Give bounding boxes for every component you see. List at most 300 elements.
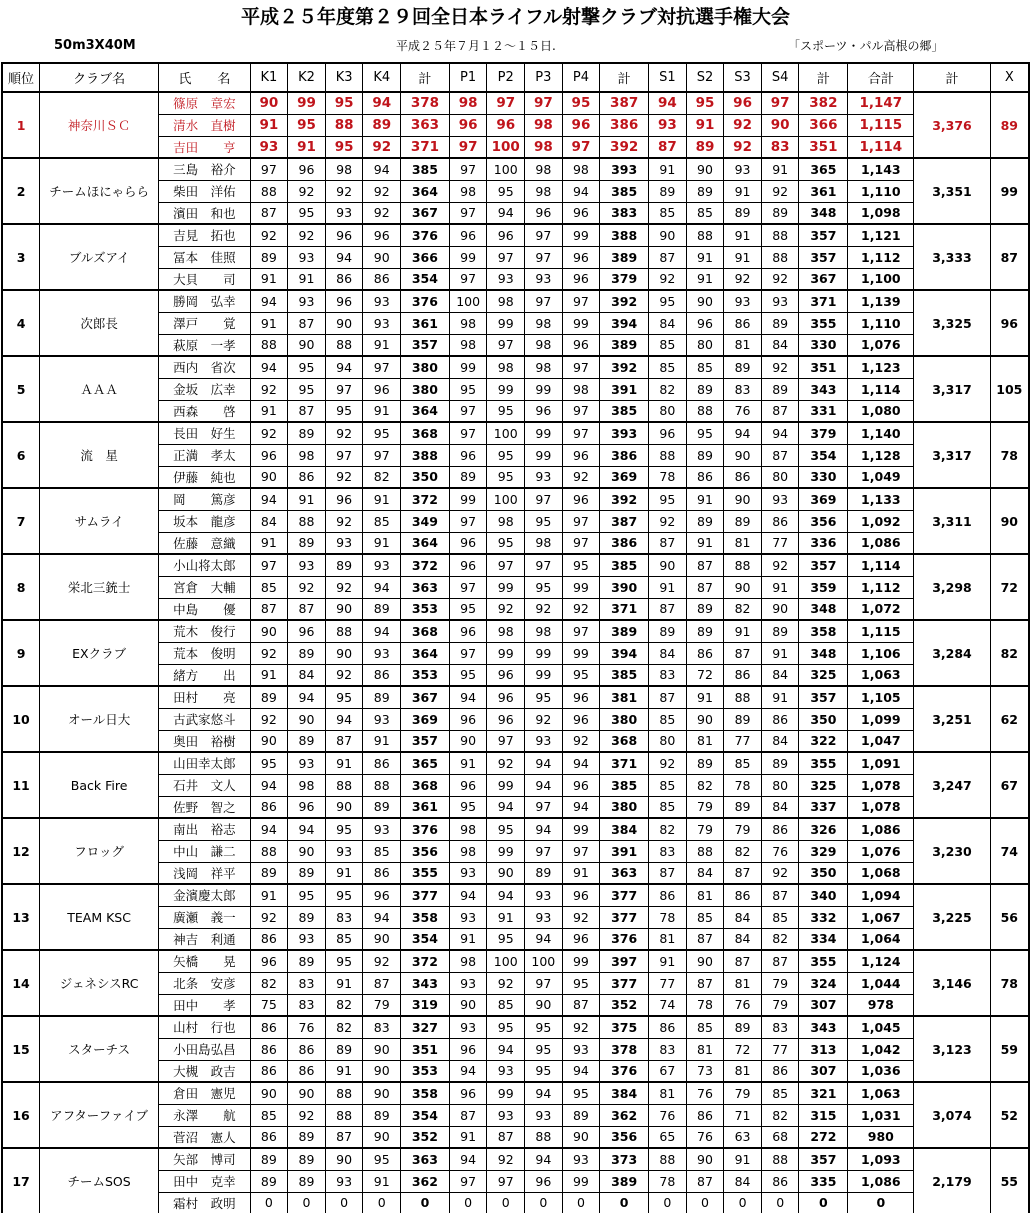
x-count-cell: 99 [990,158,1029,224]
score-cell: 87 [686,576,724,598]
score-cell: 98 [449,334,487,356]
score-cell: 89 [288,642,326,664]
rank-cell: 2 [2,158,40,224]
team-total-cell: 3,376 [914,92,990,158]
score-cell: 352 [401,1126,450,1148]
score-cell: 394 [600,312,649,334]
score-cell: 96 [525,1170,563,1192]
score-cell: 93 [525,268,563,290]
shooter-name-cell: 佐藤 意織 [159,532,251,554]
score-cell: 86 [649,1016,687,1038]
x-count-cell: 78 [990,950,1029,1016]
score-cell: 390 [600,576,649,598]
score-cell: 97 [250,554,288,576]
score-cell: 1,094 [848,884,914,906]
score-cell: 353 [401,598,450,620]
score-cell: 1,106 [848,642,914,664]
score-cell: 356 [600,1126,649,1148]
score-cell: 83 [288,994,326,1016]
score-cell: 90 [363,1060,401,1082]
score-cell: 94 [250,488,288,510]
score-cell: 1,080 [848,400,914,422]
score-cell: 90 [250,730,288,752]
score-cell: 391 [600,840,649,862]
score-cell: 357 [401,730,450,752]
score-cell: 363 [401,1148,450,1170]
score-cell: 96 [562,268,600,290]
score-cell: 88 [325,114,363,136]
score-cell: 97 [562,510,600,532]
score-cell: 95 [288,202,326,224]
score-cell: 82 [649,818,687,840]
score-cell: 99 [487,840,525,862]
score-cell: 65 [649,1126,687,1148]
score-cell: 85 [761,1082,799,1104]
score-cell: 325 [799,664,848,686]
score-cell: 89 [686,180,724,202]
score-cell: 363 [600,862,649,884]
score-cell: 97 [487,554,525,576]
score-cell: 86 [250,1038,288,1060]
score-cell: 379 [600,268,649,290]
score-cell: 362 [600,1104,649,1126]
page-title: 平成２５年度第２９回全日本ライフル射撃クラブ対抗選手権大会 [240,6,791,28]
score-cell: 92 [761,356,799,378]
score-cell: 372 [401,950,450,972]
score-cell: 1,112 [848,576,914,598]
score-cell: 90 [325,598,363,620]
score-cell: 1,068 [848,862,914,884]
score-cell: 91 [288,488,326,510]
score-cell: 96 [562,686,600,708]
table-row [2,620,1029,642]
score-cell: 85 [250,1104,288,1126]
score-cell: 91 [449,1126,487,1148]
score-cell: 94 [449,1060,487,1082]
score-cell: 376 [401,818,450,840]
score-cell: 350 [799,708,848,730]
score-cell: 343 [799,378,848,400]
table-row [2,1016,1029,1038]
score-cell: 91 [686,686,724,708]
score-cell: 0 [848,1192,914,1213]
score-cell: 96 [487,664,525,686]
score-cell: 361 [799,180,848,202]
score-cell: 95 [487,400,525,422]
score-cell: 95 [449,664,487,686]
score-cell: 85 [649,356,687,378]
score-cell: 92 [649,752,687,774]
score-cell: 90 [686,950,724,972]
score-cell: 92 [761,554,799,576]
score-cell: 91 [449,928,487,950]
score-cell: 89 [562,1104,600,1126]
shooter-name-cell: 中島 優 [159,598,251,620]
score-cell: 89 [649,180,687,202]
score-cell: 87 [649,686,687,708]
score-cell: 82 [724,840,762,862]
score-cell: 90 [288,840,326,862]
shooter-name-cell: 北条 安彦 [159,972,251,994]
score-cell: 93 [761,290,799,312]
score-cell: 366 [799,114,848,136]
score-cell: 88 [686,400,724,422]
score-cell: 85 [363,840,401,862]
score-cell: 1,114 [848,136,914,158]
club-name-cell: ジェネシスRC [40,950,159,1016]
shooter-name-cell: 山田幸太郎 [159,752,251,774]
score-cell: 99 [449,488,487,510]
score-cell: 93 [288,554,326,576]
score-cell: 84 [761,730,799,752]
score-cell: 80 [686,334,724,356]
score-cell: 91 [250,312,288,334]
score-cell: 90 [250,620,288,642]
score-cell: 95 [525,686,563,708]
score-cell: 91 [250,532,288,554]
score-cell: 377 [600,906,649,928]
score-cell: 89 [761,202,799,224]
table-row [2,752,1029,774]
score-cell: 358 [401,1082,450,1104]
score-cell: 74 [649,994,687,1016]
score-cell: 97 [525,554,563,576]
score-cell: 98 [487,510,525,532]
score-cell: 87 [363,972,401,994]
shooter-name-cell: 坂本 龍彦 [159,510,251,532]
score-cell: 83 [325,906,363,928]
rank-cell: 9 [2,620,40,686]
score-cell: 91 [487,906,525,928]
score-cell: 89 [649,620,687,642]
score-cell: 92 [363,950,401,972]
score-cell: 88 [250,180,288,202]
score-cell: 80 [761,466,799,488]
score-cell: 89 [686,444,724,466]
score-cell: 1,112 [848,246,914,268]
score-cell: 87 [724,642,762,664]
score-cell: 93 [562,1148,600,1170]
event-name: 50m3X40M [54,38,136,53]
column-header: 合計 [848,63,914,92]
score-cell: 82 [724,598,762,620]
score-cell: 89 [525,862,563,884]
score-cell: 1,110 [848,312,914,334]
shooter-name-cell: 金坂 広幸 [159,378,251,400]
score-cell: 97 [562,400,600,422]
score-cell: 90 [724,444,762,466]
score-cell: 85 [325,928,363,950]
rank-cell: 8 [2,554,40,620]
score-cell: 92 [325,576,363,598]
score-cell: 99 [562,818,600,840]
x-count-cell: 52 [990,1082,1029,1148]
team-total-cell: 3,325 [914,290,990,356]
score-cell: 90 [686,290,724,312]
score-cell: 96 [325,290,363,312]
score-cell: 364 [401,180,450,202]
score-cell: 93 [363,818,401,840]
x-count-cell: 82 [990,620,1029,686]
score-cell: 0 [449,1192,487,1213]
score-cell: 97 [363,444,401,466]
column-header: X [990,63,1029,92]
team-total-cell: 3,333 [914,224,990,290]
score-cell: 95 [649,488,687,510]
score-cell: 980 [848,1126,914,1148]
score-cell: 87 [449,1104,487,1126]
score-cell: 97 [487,1170,525,1192]
score-cell: 93 [724,158,762,180]
score-cell: 88 [363,774,401,796]
club-name-cell: スターチス [40,1016,159,1082]
score-cell: 337 [799,796,848,818]
score-cell: 392 [600,356,649,378]
score-cell: 96 [562,884,600,906]
score-cell: 88 [724,686,762,708]
score-cell: 354 [401,928,450,950]
score-cell: 99 [562,950,600,972]
score-cell: 91 [449,752,487,774]
score-cell: 99 [525,422,563,444]
score-cell: 82 [325,1016,363,1038]
score-cell: 375 [600,1016,649,1038]
score-cell: 94 [363,620,401,642]
score-cell: 378 [600,1038,649,1060]
score-cell: 380 [600,796,649,818]
club-name-cell: ＡＡＡ [40,356,159,422]
score-cell: 93 [288,290,326,312]
score-cell: 348 [799,642,848,664]
score-cell: 91 [649,158,687,180]
score-cell: 97 [449,158,487,180]
score-cell: 97 [487,334,525,356]
shooter-name-cell: 萩原 一孝 [159,334,251,356]
score-cell: 94 [363,906,401,928]
score-cell: 96 [449,554,487,576]
x-count-cell: 90 [990,488,1029,554]
score-cell: 357 [799,1148,848,1170]
score-cell: 385 [600,180,649,202]
score-cell: 369 [799,488,848,510]
score-cell: 88 [250,840,288,862]
score-cell: 89 [724,1016,762,1038]
score-cell: 343 [799,1016,848,1038]
score-cell: 96 [525,400,563,422]
score-cell: 93 [288,928,326,950]
score-cell: 0 [363,1192,401,1213]
score-cell: 89 [288,1148,326,1170]
score-cell: 354 [401,1104,450,1126]
score-cell: 93 [325,840,363,862]
score-cell: 1,072 [848,598,914,620]
score-cell: 313 [799,1038,848,1060]
club-name-cell: チームSOS [40,1148,159,1213]
score-cell: 89 [250,1148,288,1170]
score-cell: 97 [562,136,600,158]
score-cell: 96 [288,158,326,180]
score-cell: 92 [363,180,401,202]
score-cell: 96 [449,444,487,466]
score-cell: 98 [449,92,487,114]
score-cell: 96 [562,202,600,224]
score-cell: 86 [761,1060,799,1082]
score-cell: 92 [649,510,687,532]
score-cell: 87 [288,312,326,334]
score-cell: 86 [761,708,799,730]
score-cell: 371 [600,598,649,620]
column-header: S2 [686,63,724,92]
score-cell: 87 [288,400,326,422]
score-cell: 89 [686,598,724,620]
score-cell: 80 [649,400,687,422]
score-cell: 90 [649,554,687,576]
score-cell: 92 [724,136,762,158]
score-cell: 1,091 [848,752,914,774]
score-cell: 94 [449,1148,487,1170]
score-cell: 98 [288,444,326,466]
score-cell: 84 [724,928,762,950]
score-cell: 84 [649,642,687,664]
score-cell: 1,036 [848,1060,914,1082]
score-cell: 1,076 [848,334,914,356]
score-cell: 93 [363,290,401,312]
table-row [2,686,1029,708]
score-cell: 1,100 [848,268,914,290]
score-cell: 372 [401,554,450,576]
score-cell: 87 [724,950,762,972]
score-cell: 97 [562,290,600,312]
score-cell: 86 [686,466,724,488]
score-cell: 1,105 [848,686,914,708]
shooter-name-cell: 澤戸 覚 [159,312,251,334]
column-header: P4 [562,63,600,92]
score-cell: 84 [761,664,799,686]
score-cell: 86 [288,466,326,488]
table-row [2,422,1029,444]
score-cell: 93 [487,268,525,290]
column-header: K2 [288,63,326,92]
score-cell: 100 [487,136,525,158]
score-cell: 94 [525,818,563,840]
score-cell: 376 [401,290,450,312]
score-cell: 1,063 [848,664,914,686]
score-cell: 353 [401,664,450,686]
score-cell: 93 [363,642,401,664]
score-cell: 93 [525,884,563,906]
score-cell: 92 [525,708,563,730]
score-cell: 384 [600,818,649,840]
score-cell: 381 [600,686,649,708]
score-cell: 89 [686,136,724,158]
score-cell: 92 [288,224,326,246]
score-cell: 86 [724,312,762,334]
score-cell: 78 [649,906,687,928]
score-cell: 87 [487,1126,525,1148]
score-cell: 87 [649,246,687,268]
score-cell: 82 [363,466,401,488]
score-cell: 90 [363,1126,401,1148]
score-cell: 81 [724,1060,762,1082]
score-cell: 98 [449,840,487,862]
score-cell: 90 [325,1148,363,1170]
score-cell: 376 [600,928,649,950]
score-cell: 95 [487,444,525,466]
score-cell: 89 [761,620,799,642]
x-count-cell: 89 [990,92,1029,158]
score-cell: 89 [761,752,799,774]
score-cell: 368 [401,620,450,642]
score-cell: 84 [724,906,762,928]
table-row [2,290,1029,312]
score-cell: 97 [449,576,487,598]
score-cell: 1,049 [848,466,914,488]
shooter-name-cell: 小田島弘昌 [159,1038,251,1060]
score-cell: 95 [288,378,326,400]
shooter-name-cell: 金濱慶太郎 [159,884,251,906]
score-cell: 86 [363,752,401,774]
x-count-cell: 78 [990,422,1029,488]
score-cell: 99 [562,642,600,664]
score-cell: 1,114 [848,554,914,576]
score-cell: 90 [363,1038,401,1060]
score-cell: 81 [649,1082,687,1104]
score-cell: 76 [649,1104,687,1126]
score-cell: 87 [250,598,288,620]
score-cell: 95 [487,466,525,488]
score-cell: 89 [363,114,401,136]
column-header: 順位 [2,63,40,92]
score-cell: 86 [363,268,401,290]
score-cell: 98 [449,180,487,202]
table-row [2,224,1029,246]
rank-cell: 11 [2,752,40,818]
score-cell: 79 [724,1082,762,1104]
score-cell: 1,063 [848,1082,914,1104]
score-cell: 63 [724,1126,762,1148]
score-cell: 343 [401,972,450,994]
score-cell: 97 [525,488,563,510]
score-cell: 91 [325,972,363,994]
rank-cell: 16 [2,1082,40,1148]
score-cell: 85 [649,774,687,796]
score-cell: 95 [487,928,525,950]
score-cell: 97 [525,246,563,268]
shooter-name-cell: 菅沼 憲人 [159,1126,251,1148]
column-header: S1 [649,63,687,92]
score-cell: 85 [649,796,687,818]
score-cell: 389 [600,620,649,642]
shooter-name-cell: 正満 孝太 [159,444,251,466]
score-cell: 388 [401,444,450,466]
score-cell: 1,044 [848,972,914,994]
score-cell: 89 [288,532,326,554]
club-name-cell: 神奈川ＳＣ [40,92,159,158]
score-cell: 67 [649,1060,687,1082]
table-row [2,950,1029,972]
score-cell: 91 [562,862,600,884]
score-cell: 98 [525,114,563,136]
score-cell: 94 [487,202,525,224]
score-cell: 90 [761,598,799,620]
score-cell: 92 [288,1104,326,1126]
score-cell: 95 [487,532,525,554]
score-cell: 98 [449,950,487,972]
score-cell: 89 [363,1104,401,1126]
score-cell: 89 [250,246,288,268]
score-cell: 80 [761,774,799,796]
score-cell: 88 [649,444,687,466]
